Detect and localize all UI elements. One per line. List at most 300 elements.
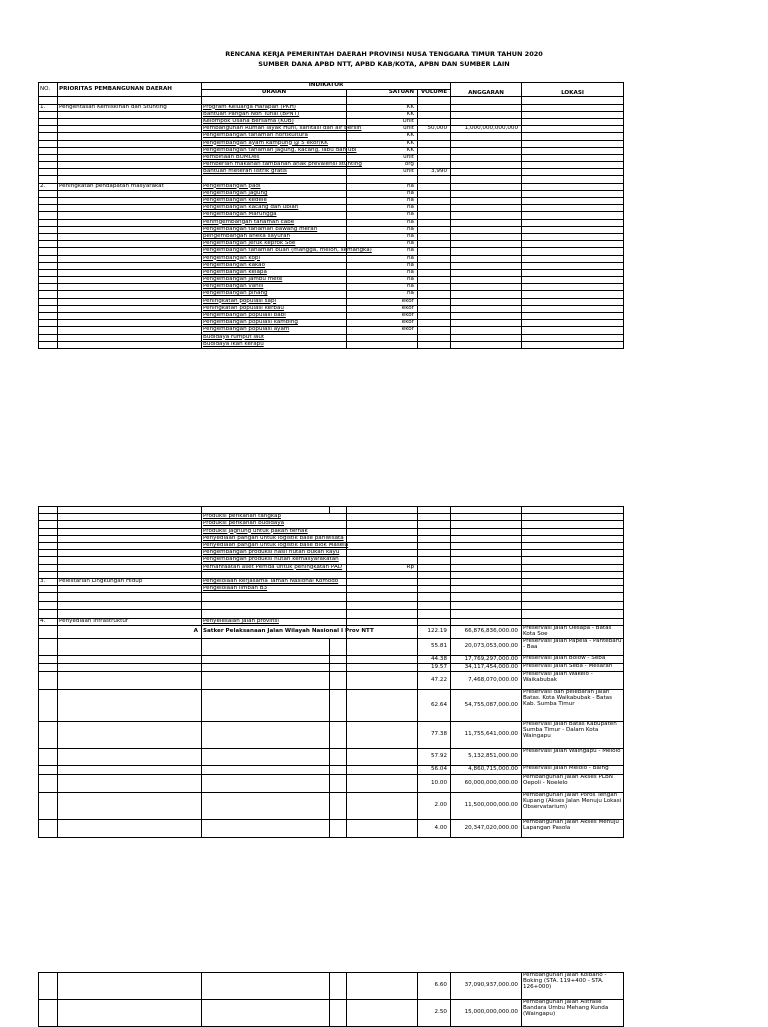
lokasi-cell: Preservasi Jalan Seba - Mesarah [522,663,624,671]
uraian-cell: Produksi jaghung untuk pakan ternak [202,528,347,535]
table-cell [451,313,522,320]
table-cell [522,255,624,262]
table-cell [522,298,624,305]
table-cell [418,212,451,219]
uraian-cell: Peningkatan populasi kerbau [202,305,347,312]
table-cell [418,610,451,619]
section-prioritas: Penyediaan infrastruktur [58,619,202,626]
section-prioritas: Pelestarian Lingkungan Hidup [58,578,202,585]
table-cell [58,226,202,233]
lokasi-cell: Pembangunan Jalan Akses Menuju Lapangan Pasola [522,819,624,837]
satuan-cell: ha [347,269,418,276]
satuan-cell: ha [347,255,418,262]
table-cell [58,133,202,140]
table-cell [347,601,418,610]
section-prioritas: Peningkatan pendapatan masyarakat [58,183,202,190]
table-cell [58,593,202,602]
table-cell [418,514,451,521]
table-cell [451,610,522,619]
table-cell [451,190,522,197]
satuan-cell [347,557,418,564]
table-cell [451,550,522,557]
table-cell [58,284,202,291]
table-cell [418,564,451,571]
table-cell [522,284,624,291]
table-cell [418,298,451,305]
uraian-cell: Pengembangan jagung [202,190,347,197]
table-cell [330,655,347,663]
table-cell [58,514,202,521]
table-cell [347,689,418,721]
table-cell [39,305,58,312]
table-cell [58,190,202,197]
table-row [39,305,624,312]
table-cell [347,819,418,837]
table-cell [39,162,58,169]
table-cell [330,663,347,671]
anggaran-cell [451,147,522,154]
table-cell [451,277,522,284]
header-prioritas: PRIORITAS PEMBANGUNAN DAERAH [58,83,202,97]
table-cell [39,118,58,125]
table-cell [451,226,522,233]
table-cell [39,248,58,255]
anggaran-cell [451,154,522,161]
table-cell [202,765,330,774]
table-cell [522,528,624,535]
table-cell [39,550,58,557]
volume-cell: 4.00 [418,819,451,837]
table-cell [39,298,58,305]
satuan-cell: unit [347,154,418,161]
table-cell [39,169,58,176]
table-cell [58,586,202,593]
header-volume: VOLUME [418,90,451,97]
table-row [39,248,624,255]
table-cell [522,557,624,564]
table-cell [451,320,522,327]
table-cell [522,542,624,549]
table-row [39,212,624,219]
uraian-cell: Pengembangan populasi ayam [202,327,347,334]
table-cell [330,721,347,748]
rkpd-table-page2 [38,506,624,838]
lokasi-cell: Preservasi Jalan Oesapa - Batas Kota Soe [522,626,624,639]
table-cell [58,973,202,1000]
table-cell [418,507,451,514]
table-cell [58,97,202,104]
satuan-cell: ekor [347,327,418,334]
anggaran-cell: 60,000,000,000.00 [451,774,522,792]
table-row [39,162,624,169]
table-cell [418,550,451,557]
table-cell [418,97,451,104]
table-cell [39,507,58,514]
table-cell [451,327,522,334]
section-number: 1. [39,104,58,111]
table-cell [418,320,451,327]
table-cell [39,748,58,765]
table-cell [39,205,58,212]
table-row [39,593,624,602]
table-cell [39,601,58,610]
table-cell [418,601,451,610]
satuan-cell: ekor [347,305,418,312]
volume-cell: 44.38 [418,655,451,663]
table-row [39,626,624,639]
table-cell [418,262,451,269]
header-lokasi: LOKASI [522,83,624,97]
table-cell [522,133,624,140]
lokasi-cell: Pembangunan Jalan Alitrase Bandara Umbu Mehang Kunda (Waingapu) [522,1000,624,1027]
table-cell [522,269,624,276]
satuan-cell: ha [347,226,418,233]
table-cell [451,507,522,514]
table-cell [58,721,202,748]
table-row [39,233,624,240]
table-cell [330,792,347,819]
table-row [39,291,624,298]
uraian-cell: Pengembangan populasi kambing [202,320,347,327]
table-cell [522,226,624,233]
table-cell [39,334,58,341]
table-row [39,183,624,190]
satuan-cell: KK [347,140,418,147]
table-cell [522,183,624,190]
lokasi-cell: Preservasi Jalan Bolow - Seba [522,655,624,663]
table-cell [522,291,624,298]
table-cell [347,774,418,792]
table-cell [39,819,58,837]
table-row [39,586,624,593]
table-row [39,578,624,585]
uraian-cell: Pengelolaan limbah B3 [202,586,347,593]
uraian-cell: Peningkatan populasi sapi [202,298,347,305]
satuan-cell: ha [347,277,418,284]
table-cell [39,593,58,602]
table-cell [522,198,624,205]
table-cell [330,638,347,655]
table-cell [202,97,347,104]
table-cell [522,262,624,269]
table-cell [522,535,624,542]
table-row [39,205,624,212]
table-cell [418,291,451,298]
table-cell [522,111,624,118]
table-cell [451,241,522,248]
table-row [39,1000,624,1027]
table-cell [522,334,624,341]
table-cell [58,689,202,721]
table-cell [522,571,624,578]
volume-cell: 2.00 [418,792,451,819]
volume-cell: 19.57 [418,663,451,671]
table-cell [522,313,624,320]
uraian-cell: Pengembangan tanaman jagung, kacang, labu dan ubi [203,146,357,153]
table-cell [202,689,330,721]
satuan-cell: ha [347,183,418,190]
table-cell [522,126,624,133]
table-cell [418,327,451,334]
table-row [39,269,624,276]
table-cell [418,313,451,320]
volume-cell [418,147,451,154]
table-cell [418,248,451,255]
table-cell [58,819,202,837]
satuan-cell [347,528,418,535]
table-cell [39,1000,58,1027]
table-cell [418,233,451,240]
table-cell [39,792,58,819]
table-row [39,507,624,514]
table-cell [202,671,330,689]
table-row [39,774,624,792]
table-cell [39,198,58,205]
lokasi-cell: Preservasi Jalan Wakelo - Waikabubak [522,671,624,689]
table-cell [39,586,58,593]
table-cell [522,97,624,104]
table-cell [39,190,58,197]
table-row [39,564,624,571]
table-cell [418,205,451,212]
table-cell [418,241,451,248]
table-cell [39,626,58,639]
section-number: 2. [39,183,58,190]
table-cell [347,97,418,104]
table-cell [58,313,202,320]
table-cell [451,183,522,190]
satuan-cell: ha [347,262,418,269]
uraian-cell: Pengelolaan kerjasama Taman Nasional Komodo [202,578,347,585]
volume-cell: 56.04 [418,765,451,774]
table-cell [451,291,522,298]
table-cell [418,334,451,341]
uraian-cell: Bantuan meteran listrik gratis [202,169,347,176]
table-cell [39,341,58,348]
table-cell [522,118,624,125]
table-cell [58,212,202,219]
table-cell [347,507,418,514]
volume-cell [418,111,451,118]
satuan-cell: ha [347,233,418,240]
uraian-cell: Pemanfaatan aset Pemda untuk peningkatan PAD [202,564,347,571]
table-cell [347,610,418,619]
table-row [39,97,624,104]
uraian-cell: Produksi perikanan budidaya [202,521,347,528]
table-row [39,557,624,564]
table-cell [347,973,418,1000]
satuan-cell: ha [347,284,418,291]
table-cell [39,233,58,240]
table-cell [58,241,202,248]
table-row [39,671,624,689]
satker-letter: A [58,626,202,639]
table-cell [451,514,522,521]
volume-cell: 122.19 [418,626,451,639]
table-cell [58,792,202,819]
document-title: RENCANA KERJA PEMERINTAH DAERAH PROVINSI NUSA TENGGARA TIMUR TAHUN 2020 [225,50,543,58]
document-subtitle: SUMBER DANA APBD NTT, APBD KAB/KOTA, APBN DAN SUMBER LAIN [258,60,510,68]
table-cell [451,564,522,571]
table-cell [451,269,522,276]
table-cell [58,147,202,154]
satuan-cell: ha [347,198,418,205]
section-prioritas: Pengentasan Kemiskinan dan Stunting [58,104,202,111]
table-cell [451,334,522,341]
table-row [39,277,624,284]
table-row [39,689,624,721]
table-cell [522,327,624,334]
table-cell [39,291,58,298]
table-cell [330,819,347,837]
table-cell [347,586,418,593]
table-cell [451,205,522,212]
table-cell [58,291,202,298]
table-cell [347,721,418,748]
header-no: NO. [39,83,58,97]
table-row [39,262,624,269]
table-cell [39,97,58,104]
table-row [39,226,624,233]
uraian-cell: Pembinaan BUMDes [202,154,347,161]
uraian-cell: Pengembangan tanaman hortikultura [202,133,347,140]
table-cell [58,140,202,147]
table-cell [330,774,347,792]
table-cell [451,233,522,240]
table-cell [330,748,347,765]
satuan-cell: org [347,162,418,169]
table-cell [347,663,418,671]
table-cell [39,111,58,118]
table-cell [58,298,202,305]
table-cell [522,176,624,183]
table-cell [330,973,347,1000]
table-cell [202,1000,330,1027]
table-cell [58,262,202,269]
lokasi-cell: Preservasi Jalan Melolo - Baing [522,765,624,774]
uraian-cell: Pengembangan tanaman bawang merah [202,226,347,233]
satuan-cell [347,514,418,521]
anggaran-cell [451,104,522,111]
table-cell [522,564,624,571]
table-cell [418,255,451,262]
table-cell [39,973,58,1000]
table-cell [451,619,522,626]
volume-cell [418,104,451,111]
table-cell [39,212,58,219]
header-indikator: INDIKATOR [202,83,451,90]
table-cell [58,550,202,557]
table-row [39,298,624,305]
table-cell [58,521,202,528]
table-cell [522,104,624,111]
table-cell [58,774,202,792]
uraian-cell: Pengembangan produksi hasil hutan bukan kayu [202,550,347,557]
table-cell [522,154,624,161]
table-cell [39,277,58,284]
table-cell [58,327,202,334]
table-cell [58,564,202,571]
header-satuan: SATUAN [347,90,418,97]
uraian-cell: Penyediaan pangan untuk logistik base Blok Masela [203,541,349,548]
table-cell [418,190,451,197]
uraian-cell: Penmgembangan tanaman cabe [202,219,347,226]
table-cell [39,269,58,276]
table-cell [451,593,522,602]
anggaran-cell: 20,347,020,000.00 [451,819,522,837]
table-cell [347,1000,418,1027]
table-cell [202,973,330,1000]
anggaran-cell [451,162,522,169]
satuan-cell [347,334,418,341]
table-cell [522,147,624,154]
table-cell [451,535,522,542]
table-cell [418,557,451,564]
satuan-cell: ha [347,291,418,298]
table-cell [522,241,624,248]
table-row [39,973,624,1000]
table-cell [202,593,347,602]
table-cell [451,578,522,585]
table-cell [522,601,624,610]
table-cell [418,521,451,528]
table-cell [58,118,202,125]
uraian-cell: Pengembangan kakao [202,262,347,269]
satuan-cell: ha [347,190,418,197]
table-row [39,169,624,176]
uraian-cell: Pengembangan jeruk keprok Soe [202,241,347,248]
table-cell [58,671,202,689]
table-cell [58,557,202,564]
lokasi-cell: Pembangunan Jalan Akses PLBN Oepoli - Noelelo [522,774,624,792]
table-cell [58,219,202,226]
table-cell [522,521,624,528]
uraian-cell: Penyelesaian jalan provinsi [202,619,347,626]
table-cell [58,334,202,341]
uraian-cell: Pengembangan kelapa [202,269,347,276]
satuan-cell: ekor [347,313,418,320]
uraian-cell: Pengembangan Marungga [202,212,347,219]
table-cell [347,593,418,602]
table-cell [522,212,624,219]
table-row [39,327,624,334]
table-cell [330,507,347,514]
table-cell [418,269,451,276]
table-cell [39,689,58,721]
table-cell [522,277,624,284]
anggaran-cell: 17,769,297,000.00 [451,655,522,663]
table-cell [58,1000,202,1027]
table-cell [418,535,451,542]
anggaran-cell: 11,500,000,000.00 [451,792,522,819]
anggaran-cell [451,111,522,118]
table-cell [39,226,58,233]
uraian-cell: pengembangan aneka sayuran [202,233,347,240]
satuan-cell: ha [347,248,418,255]
table-cell [418,542,451,549]
table-cell [522,305,624,312]
table-cell [330,689,347,721]
table-cell [418,305,451,312]
table-cell [39,542,58,549]
table-row [39,638,624,655]
volume-cell [418,154,451,161]
satuan-cell: KK [347,147,418,154]
uraian-cell: Pengembangan populasi babi [202,313,347,320]
satuan-cell: KK [347,104,418,111]
table-cell [39,219,58,226]
table-cell [58,233,202,240]
